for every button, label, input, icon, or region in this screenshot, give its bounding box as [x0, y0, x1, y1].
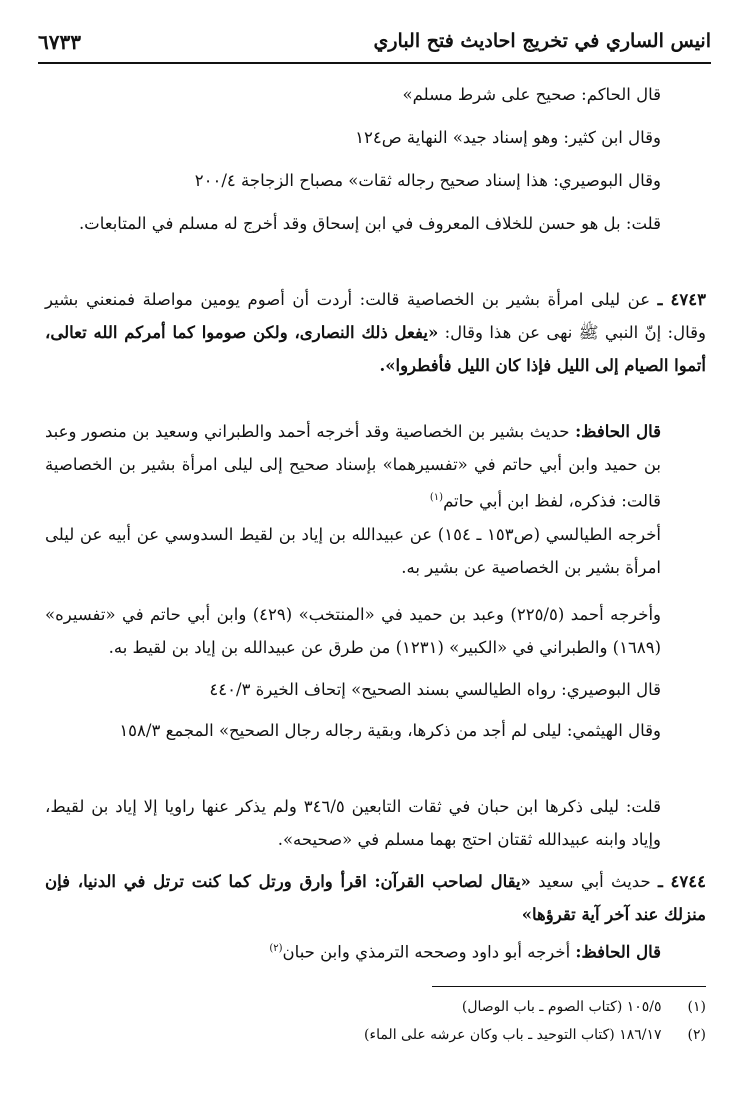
hafiz-comment-2 [45, 932, 661, 969]
busiri-line: وقال البوصيري: هذا إسناد صحيح رجاله ثقات» مصباح الزجاجة ٢٠٠/٤ [194, 171, 661, 190]
takhrij-ahmad: وأخرجه أحمد (٢٢٥/٥) وعبد بن حميد في «المنتخب» (٤٢٩) وابن أبي حاتم في «تفسيره» (١٦٨٩) والطبراني في «الكبير» (١٢٣١) من طرق عن عبيدالله بن إياد بن لقيط به. [45, 605, 661, 657]
footnote-text: ١٨٦/١٧ (كتاب التوحيد ـ باب وكان عرشه على الماء) [364, 1027, 662, 1043]
footnote-rule [432, 986, 706, 987]
hadith-4744-intro: حديث أبي سعيد [538, 872, 651, 891]
running-header [38, 28, 711, 62]
hadith-4743-narration: عن ليلى امرأة بشير بن الخصاصية قالت: أردت أن أصوم يومين مواصلة فمنعني بشير وقال: إنّ النبي ﷺ نهى عن هذا وقال: [45, 290, 706, 342]
hafiz-label-2: قال الحافظ: [575, 942, 661, 962]
header-rule [38, 62, 711, 64]
footnote-ref-2: (٢) [269, 943, 283, 954]
hadith-number-4743: ٤٧٤٣ ـ [657, 290, 706, 309]
book-title: انيس الساري في تخريج احاديث فتح الباري [373, 30, 711, 52]
hafiz-text-1: حديث بشير بن الخصاصية وقد أخرجه أحمد والطبراني وسعيد بن منصور وعبد بن حميد وابن أبي حاتم في «تفسيرهما» بإسناد صحيح إلى ليلى امرأة بشير بن الخصاصية قالت: فذكره، لفظ ابن أبي حاتم [45, 422, 661, 511]
hafiz-text-2: أخرجه أبو داود وصححه الترمذي وابن حبان [282, 942, 571, 962]
hadith-4744 [45, 865, 706, 931]
footnote-1 [45, 995, 706, 1019]
footnote-2 [45, 1023, 706, 1047]
hafiz-comment-1 [45, 415, 661, 518]
hadith-4743 [45, 283, 706, 382]
hadith-4743-matn: «يفعل ذلك النصارى، ولكن صوموا كما أمركم الله تعالى، أتموا الصيام إلى الليل فإذا كان الليل فأفطروا». [45, 323, 706, 375]
haythami-line: وقال الهيثمي: ليلى لم أجد من ذكرها، وبقية رجاله رجال الصحيح» المجمع ١٥٨/٣ [119, 721, 661, 740]
hafiz-label-1: قال الحافظ: [575, 422, 661, 441]
qultu-paragraph: قلت: بل هو حسن للخلاف المعروف في ابن إسحاق وقد أخرج له مسلم في المتابعات. [78, 214, 661, 233]
hadith-4744-matn: «يقال لصاحب القرآن: اقرأ وارق ورتل كما كنت ترتل في الدنيا، فإن منزلك عند آخر آية تقرؤها» [45, 872, 706, 924]
hakim-line: قال الحاكم: صحيح على شرط مسلم» [402, 85, 661, 104]
ibn-kathir-line: وقال ابن كثير: وهو إسناد جيد» النهاية ص١٢٤ [355, 128, 661, 147]
footnote-text: ١٠٥/٥ (كتاب الصوم ـ باب الوصال) [461, 999, 662, 1015]
footnote-ref-1: (١) [429, 492, 444, 503]
footnote-number: (١) [687, 999, 706, 1015]
page-number: ٦٧٣٣ [38, 30, 81, 54]
hadith-number-4744: ٤٧٤٤ ـ [657, 872, 706, 891]
busiri-ithaf: قال البوصيري: رواه الطيالسي بسند الصحيح» إتحاف الخيرة ٤٤٠/٣ [209, 680, 661, 699]
footnote-number: (٢) [687, 1027, 706, 1043]
qultu-2: قلت: ليلى ذكرها ابن حبان في ثقات التابعين ٣٤٦/٥ ولم يذكر عنها راويا إلا إياد بن لقيط، وإياد وابنه عبيدالله ثقتان احتج بهما مسلم في «صحيحه». [45, 797, 661, 849]
takhrij-tayalisi: أخرجه الطيالسي (ص١٥٣ ـ ١٥٤) عن عبيدالله بن إياد بن لقيط السدوسي عن أبيه عن ليلى امرأة بشير بن الخصاصية عن بشير به. [45, 525, 661, 577]
